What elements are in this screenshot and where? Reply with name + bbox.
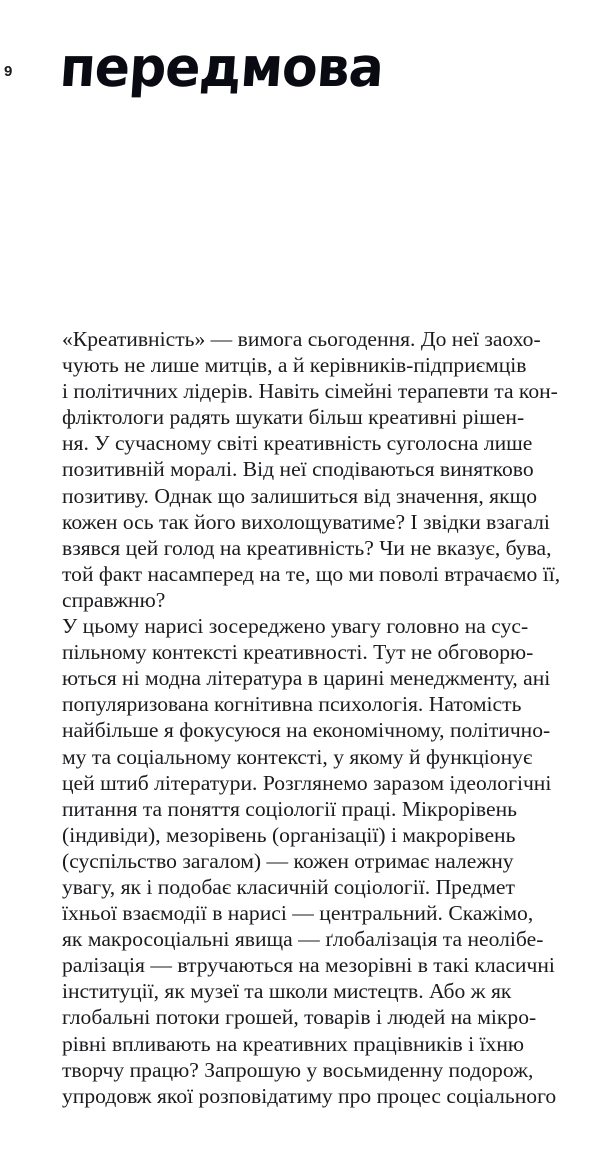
text-line: кожен ось так його вихолощуватиме? І звідки взагалі xyxy=(62,509,550,534)
text-line: популяризована когнітивна психологія. Натомість xyxy=(62,692,522,717)
text-line: пільному контексті креативності. Тут не обговорю- xyxy=(62,640,534,665)
text-line: фліктологи радять шукати більш креативні рішен- xyxy=(62,405,525,430)
text-line: творчу працю? Запрошую у восьмиденну подорож, xyxy=(62,1057,534,1082)
text-line: їхньої взаємодії в нарисі — центральний. Скажімо, xyxy=(62,901,534,926)
chapter-title: передмова xyxy=(57,36,386,100)
text-line: увагу, як і подобає класичній соціології. Предмет xyxy=(62,874,515,899)
text-line: (індивіди), мезорівень (організації) і макрорівень xyxy=(62,822,516,847)
text-line: У цьому нарисі зосереджено увагу головно на сус- xyxy=(62,614,529,639)
text-line: «Креативність» — вимога сьогодення. До неї заохо- xyxy=(62,327,541,351)
text-line: питання та поняття соціології праці. Мікрорівень xyxy=(62,796,517,821)
text-line: чують не лише митців, а й керівників-підприємців xyxy=(62,353,527,378)
text-line: як макросоціальні явища — ґлобалізація та неолібе- xyxy=(62,927,544,952)
text-line: і політичних лідерів. Навіть сімейні терапевти та кон- xyxy=(62,379,558,404)
text-line: той факт насамперед на те, що ми поволі втрачаємо її, xyxy=(62,561,561,586)
text-line: позитивній моралі. Від неї сподіваються винятково xyxy=(62,457,534,482)
body-text xyxy=(62,326,600,1109)
text-line: справжню? xyxy=(62,587,166,612)
text-line: рівні впливають на креативних працівників і їхню xyxy=(62,1031,525,1056)
text-line: му та соціальному контексті, у якому й функціонує xyxy=(62,744,533,769)
text-line: ються ні модна література в царині менеджменту, ані xyxy=(62,666,551,691)
text-line: позитиву. Однак що залишиться від значення, якщо xyxy=(62,483,538,508)
text-line: упродовж якої розповідатиму про процес соціального xyxy=(62,1083,557,1108)
page-number: 9 xyxy=(4,63,13,80)
text-line: цей штиб літератури. Розглянемо заразом ідеологічні xyxy=(62,770,552,795)
text-line: інституції, як музеї та школи мистецтв. Або ж як xyxy=(62,979,512,1004)
text-line: глобальні потоки грошей, товарів і людей на мікро- xyxy=(62,1005,537,1030)
text-line: найбільше я фокусуюся на економічному, політично- xyxy=(62,718,551,743)
text-line: взявся цей голод на креативність? Чи не вказує, бува, xyxy=(62,535,552,560)
text-line: (суспільство загалом) — кожен отримає належну xyxy=(62,848,514,873)
text-line: ня. У сучасному світі креативність суголосна лише xyxy=(62,431,533,456)
text-line: ралізація — втручаються на мезорівні в такі класичні xyxy=(62,953,555,978)
